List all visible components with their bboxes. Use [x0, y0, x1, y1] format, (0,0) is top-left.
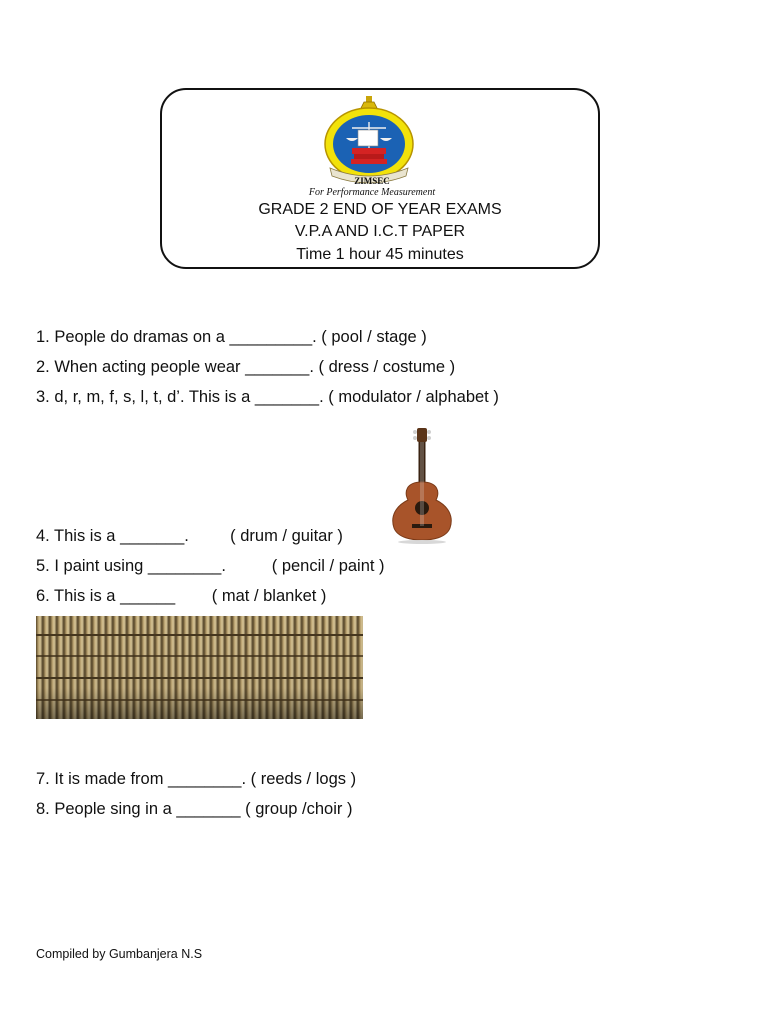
logo-name: ZIMSEC — [354, 176, 390, 186]
question-5: 5. I paint using ________. ( pencil / paint ) — [36, 557, 385, 575]
exam-header-box — [160, 88, 600, 269]
acoustic-guitar-image — [388, 426, 456, 544]
zimsec-logo — [288, 92, 458, 200]
paper-title: V.P.A AND I.C.T PAPER — [294, 223, 466, 240]
compiler-credit: Compiled by Gumbanjera N.S — [36, 947, 203, 961]
question-6: 6. This is a ______ ( mat / blanket ) — [36, 587, 327, 605]
question-1: 1. People do dramas on a _________. ( pool / stage ) — [36, 328, 427, 346]
reed-mat-image — [36, 616, 363, 719]
question-3: 3. d, r, m, f, s, l, t, d’. This is a _______. ( modulator / alphabet ) — [36, 388, 499, 406]
question-4: 4. This is a _______. ( drum / guitar ) — [36, 527, 343, 545]
question-7: 7. It is made from ________. ( reeds / logs ) — [36, 770, 357, 788]
logo-tagline: For Performance Measurement — [308, 187, 436, 198]
question-2: 2. When acting people wear _______. ( dress / costume ) — [36, 358, 456, 376]
exam-time: Time 1 hour 45 minutes — [296, 246, 464, 263]
exam-title: GRADE 2 END OF YEAR EXAMS — [258, 201, 502, 218]
question-8: 8. People sing in a _______ ( group /choir ) — [36, 800, 353, 818]
